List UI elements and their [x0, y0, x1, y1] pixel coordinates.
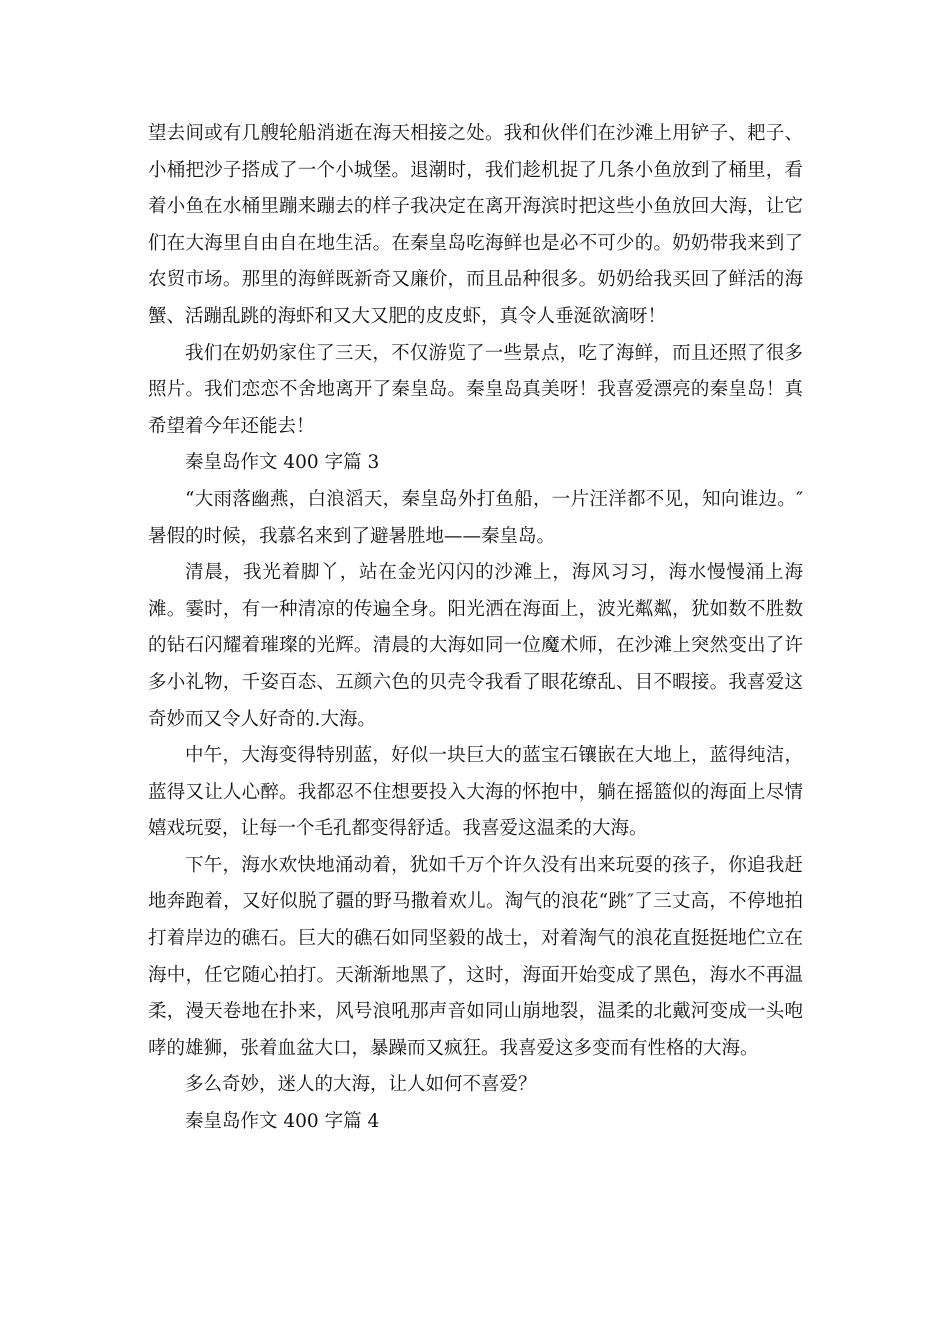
document-page	[148, 116, 803, 1141]
body-paragraph: 中午，大海变得特别蓝，好似一块巨大的蓝宝石镶嵌在大地上，蓝得纯洁，蓝得又让人心醉。我都忍不住想要投入大海的怀抱中，躺在摇篮似的海面上尽情嬉戏玩耍，让每一个毛孔都变得舒适。我喜爱这温柔的大海。	[148, 745, 803, 840]
body-paragraph: “大雨落幽燕，白浪滔天，秦皇岛外打鱼船，一片汪洋都不见，知向谁边。″暑假的时候，我慕名来到了避暑胜地——秦皇岛。	[148, 488, 803, 547]
section-heading: 秦皇岛作文 400 字篇 4	[185, 1111, 380, 1133]
section-heading: 秦皇岛作文 400 字篇 3	[185, 452, 380, 474]
body-paragraph: 清晨，我光着脚丫，站在金光闪闪的沙滩上，海风习习，海水慢慢涌上海滩。霎时，有一种清凉的传遍全身。阳光洒在海面上，波光粼粼，犹如数不胜数的钻石闪耀着璀璨的光辉。清晨的大海如同一位魔术师，在沙滩上突然变出了许多小礼物，千姿百态、五颜六色的贝壳令我看了眼花缭乱、目不暇接。我喜爱这奇妙而又令人好奇的.大海。	[148, 562, 803, 730]
body-paragraph: 下午，海水欢快地涌动着，犹如千万个许久没有出来玩耍的孩子，你追我赶地奔跑着，又好似脱了疆的野马撒着欢儿。淘气的浪花“跳″了三丈高，不停地拍打着岸边的礁石。巨大的礁石如同坚毅的战士，对着淘气的浪花直挺挺地伫立在海中，任它随心拍打。天渐渐地黑了，这时，海面开始变成了黑色，海水不再温柔，漫天卷地在扑来，风号浪吼那声音如同山崩地裂，温柔的北戴河变成一头咆哮的雄狮，张着血盆大口，暴躁而又疯狂。我喜爱这多变而有性格的大海。	[148, 854, 803, 1059]
body-paragraph: 我们在奶奶家住了三天，不仅游览了一些景点，吃了海鲜，而且还照了很多照片。我们恋恋不舍地离开了秦皇岛。秦皇岛真美呀！我喜爱漂亮的秦皇岛！真希望着今年还能去！	[148, 342, 803, 437]
body-paragraph: 望去间或有几艘轮船消逝在海天相接之处。我和伙伴们在沙滩上用铲子、耙子、小桶把沙子搭成了一个小城堡。退潮时，我们趁机捉了几条小鱼放到了桶里，看着小鱼在水桶里蹦来蹦去的样子我决定在离开海滨时把这些小鱼放回大海，让它们在大海里自由自在地生活。在秦皇岛吃海鲜也是必不可少的。奶奶带我来到了农贸市场。那里的海鲜既新奇又廉价，而且品种很多。奶奶给我买回了鲜活的海蟹、活蹦乱跳的海虾和又大又肥的皮皮虾，真令人垂涎欲滴呀！	[148, 123, 803, 327]
body-paragraph: 多么奇妙，迷人的大海，让人如何不喜爱？	[185, 1074, 537, 1096]
